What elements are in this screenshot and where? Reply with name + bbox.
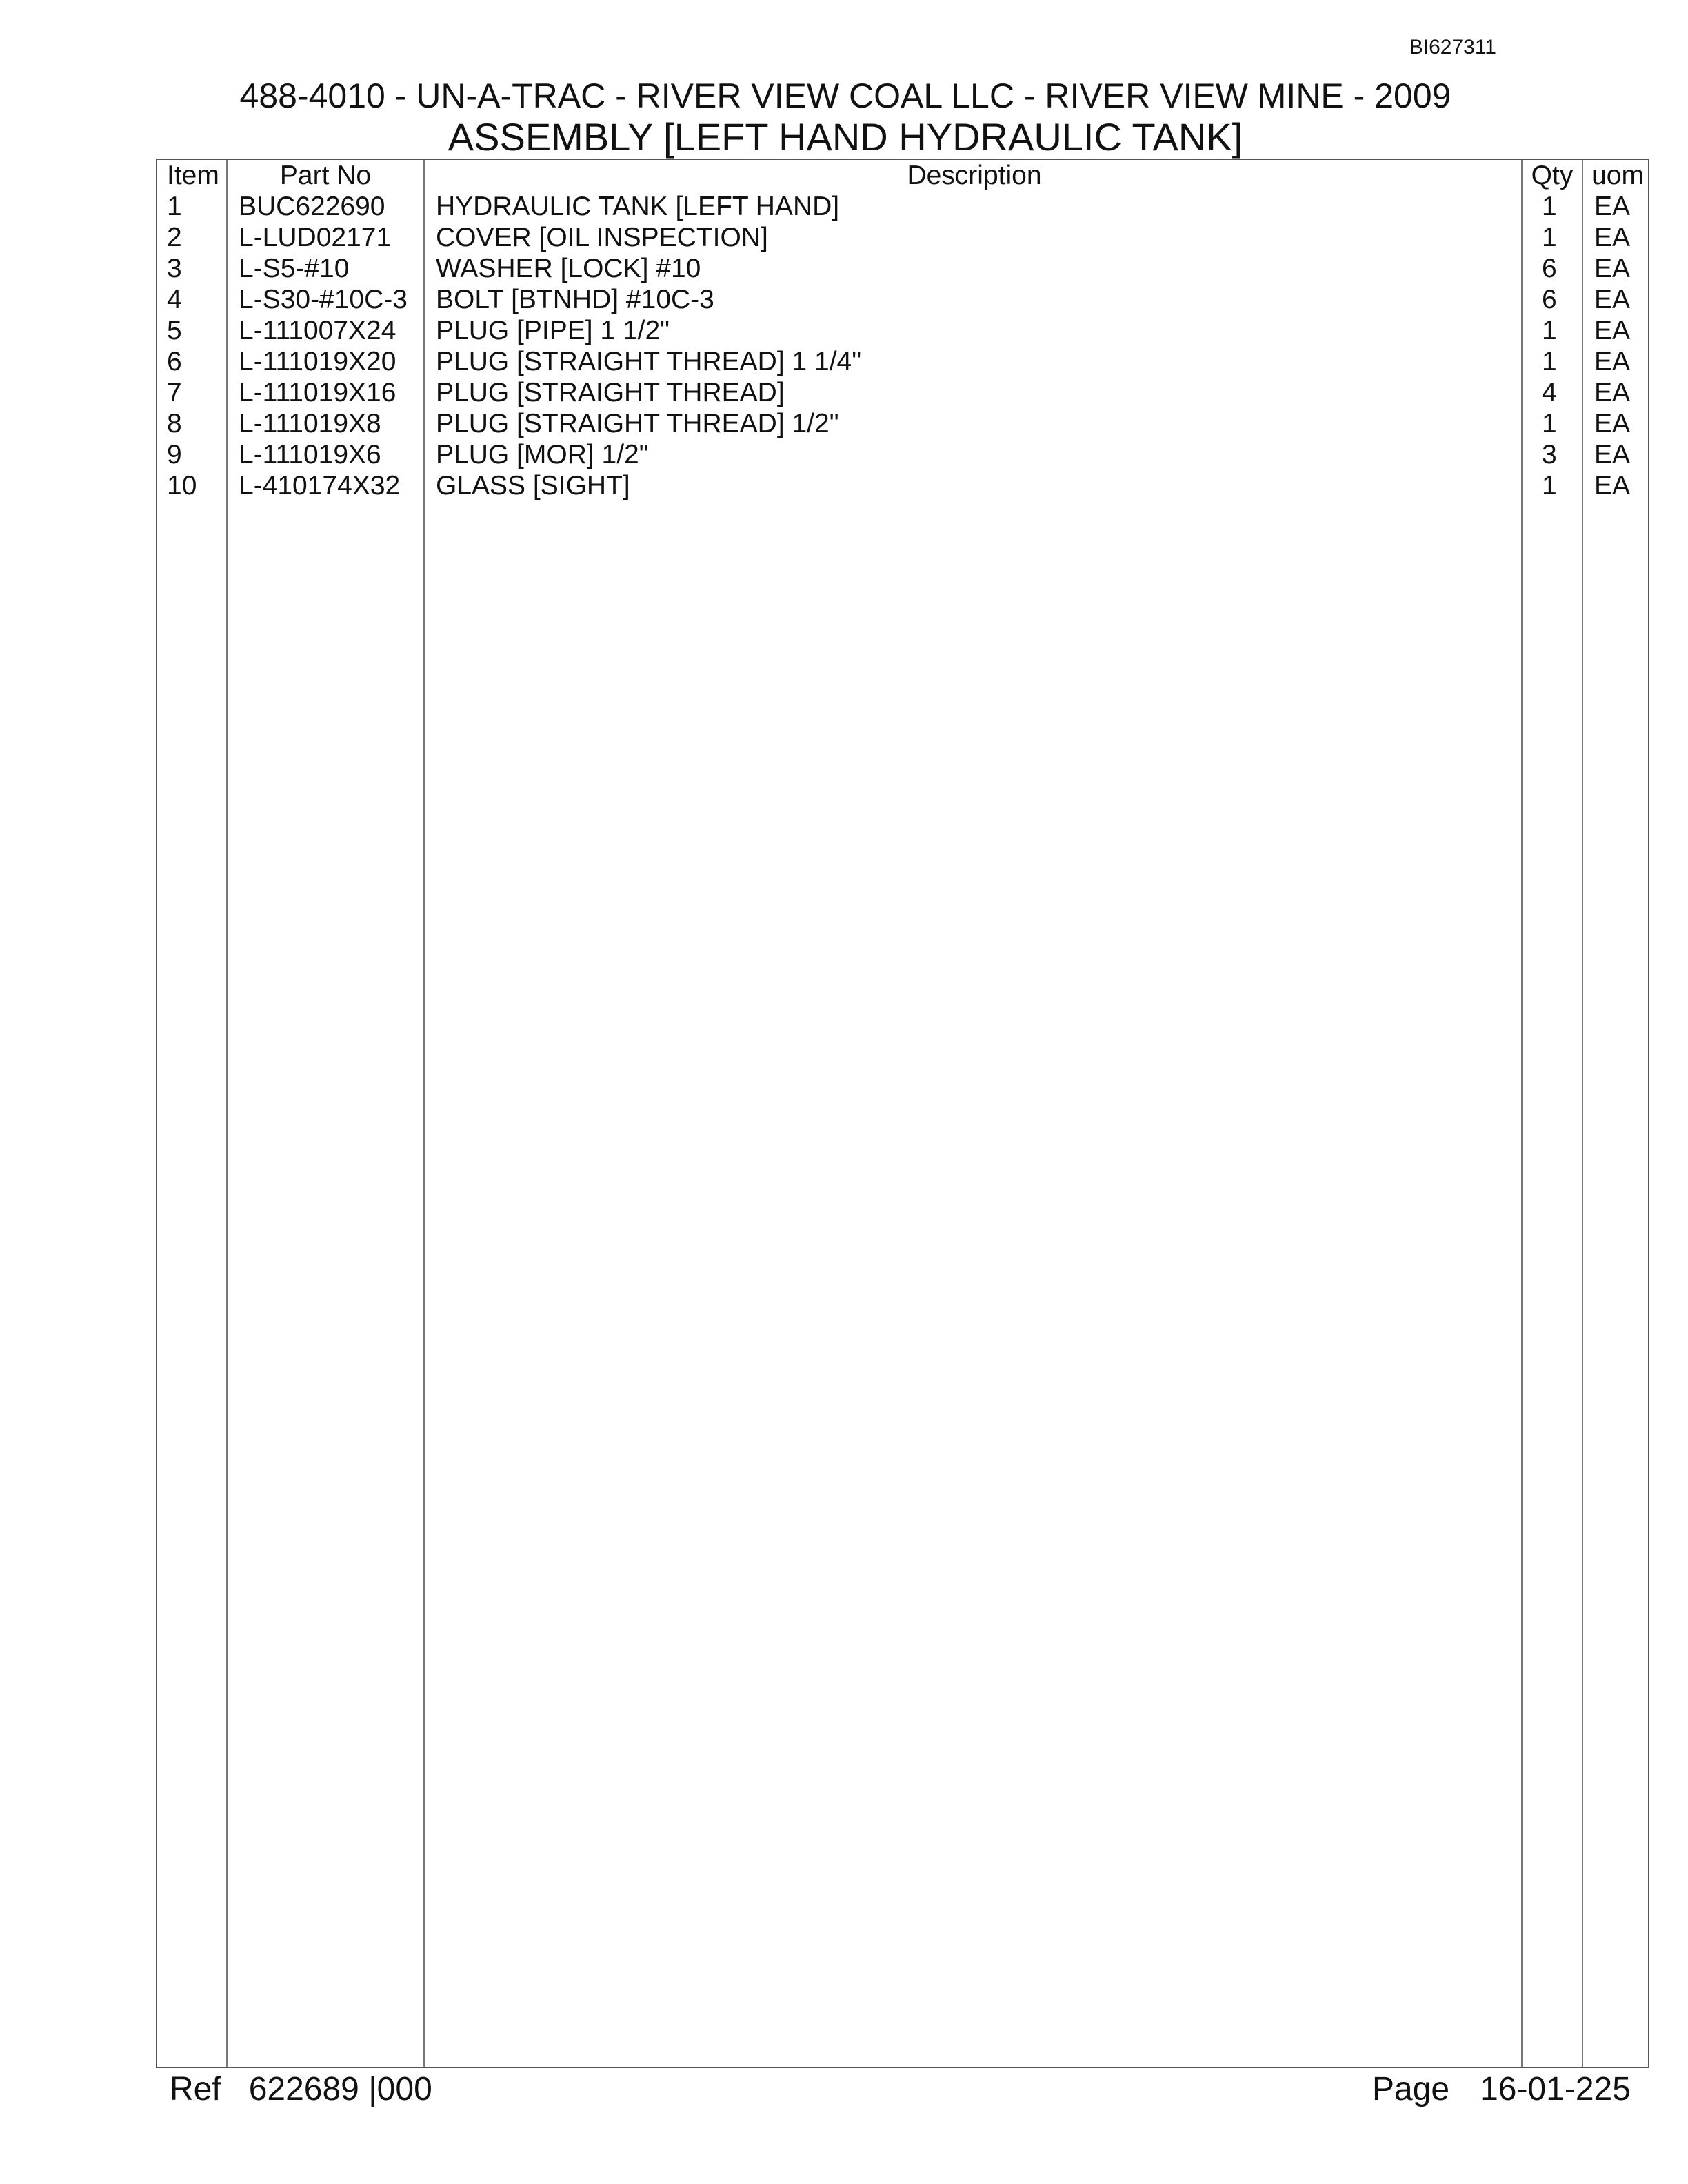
item-number: 1 (167, 192, 182, 221)
assembly-title: ASSEMBLY [LEFT HAND HYDRAULIC TANK] (448, 115, 1243, 159)
page-footer (1372, 2070, 1631, 2108)
header-part-no: Part No (279, 161, 372, 190)
header-qty: Qty (1531, 161, 1574, 190)
part-qty: 1 (1542, 316, 1557, 345)
part-number: L-111007X24 (239, 316, 396, 345)
part-number: L-LUD02171 (239, 223, 392, 252)
part-qty: 1 (1542, 223, 1557, 252)
ref-label: Ref (170, 2071, 221, 2107)
table-row (157, 408, 1648, 439)
part-uom: EA (1594, 254, 1631, 283)
part-description: PLUG [STRAIGHT THREAD] 1 1/4" (436, 347, 862, 376)
table-row (157, 315, 1648, 346)
part-number: L-111019X8 (239, 409, 381, 438)
part-description: GLASS [SIGHT] (436, 471, 630, 501)
part-number: L-111019X16 (239, 378, 396, 407)
part-number: L-111019X20 (239, 347, 396, 376)
part-description: PLUG [STRAIGHT THREAD] 1/2" (436, 409, 839, 438)
item-number: 2 (167, 223, 182, 252)
part-uom: EA (1594, 471, 1631, 501)
header-item: Item (167, 161, 219, 190)
parts-table (156, 159, 1649, 2068)
part-number: BUC622690 (239, 192, 385, 221)
part-uom: EA (1594, 223, 1631, 252)
document-id: BI627311 (1409, 36, 1496, 59)
ref-value: 622689 |000 (248, 2071, 432, 2107)
part-description: PLUG [STRAIGHT THREAD] (436, 378, 785, 407)
item-number: 4 (167, 285, 182, 314)
part-uom: EA (1594, 285, 1631, 314)
part-description: PLUG [PIPE] 1 1/2" (436, 316, 670, 345)
table-row (157, 284, 1648, 315)
part-description: WASHER [LOCK] #10 (436, 254, 701, 283)
table-header (157, 160, 1648, 191)
item-number: 6 (167, 347, 182, 376)
part-qty: 3 (1542, 440, 1557, 469)
table-row (157, 439, 1648, 470)
table-row (157, 222, 1648, 253)
part-description: PLUG [MOR] 1/2" (436, 440, 649, 469)
header-description: Description (907, 161, 1042, 190)
document-title: 488-4010 - UN-A-TRAC - RIVER VIEW COAL LLC - RIVER VIEW MINE - 2009 (239, 77, 1451, 115)
part-qty: 6 (1542, 285, 1557, 314)
part-description: BOLT [BTNHD] #10C-3 (436, 285, 714, 314)
item-number: 3 (167, 254, 182, 283)
part-qty: 1 (1542, 409, 1557, 438)
page-label: Page (1372, 2071, 1450, 2107)
part-uom: EA (1594, 409, 1631, 438)
part-description: HYDRAULIC TANK [LEFT HAND] (436, 192, 840, 221)
table-row (157, 377, 1648, 408)
part-number: L-410174X32 (239, 471, 401, 501)
part-number: L-111019X6 (239, 440, 381, 469)
table-row (157, 253, 1648, 284)
reference-footer (170, 2070, 432, 2108)
part-uom: EA (1594, 192, 1631, 221)
part-description: COVER [OIL INSPECTION] (436, 223, 768, 252)
item-number: 9 (167, 440, 182, 469)
part-qty: 1 (1542, 192, 1557, 221)
header-uom: uom (1591, 161, 1644, 190)
table-row (157, 191, 1648, 222)
part-number: L-S5-#10 (239, 254, 350, 283)
part-qty: 1 (1542, 347, 1557, 376)
part-uom: EA (1594, 347, 1631, 376)
item-number: 8 (167, 409, 182, 438)
item-number: 10 (167, 471, 197, 501)
item-number: 7 (167, 378, 182, 407)
part-uom: EA (1594, 378, 1631, 407)
part-qty: 4 (1542, 378, 1557, 407)
part-qty: 1 (1542, 471, 1557, 501)
table-row (157, 470, 1648, 501)
page-number: 16-01-225 (1480, 2071, 1631, 2107)
part-uom: EA (1594, 316, 1631, 345)
part-uom: EA (1594, 440, 1631, 469)
part-qty: 6 (1542, 254, 1557, 283)
item-number: 5 (167, 316, 182, 345)
table-row (157, 346, 1648, 377)
part-number: L-S30-#10C-3 (239, 285, 408, 314)
